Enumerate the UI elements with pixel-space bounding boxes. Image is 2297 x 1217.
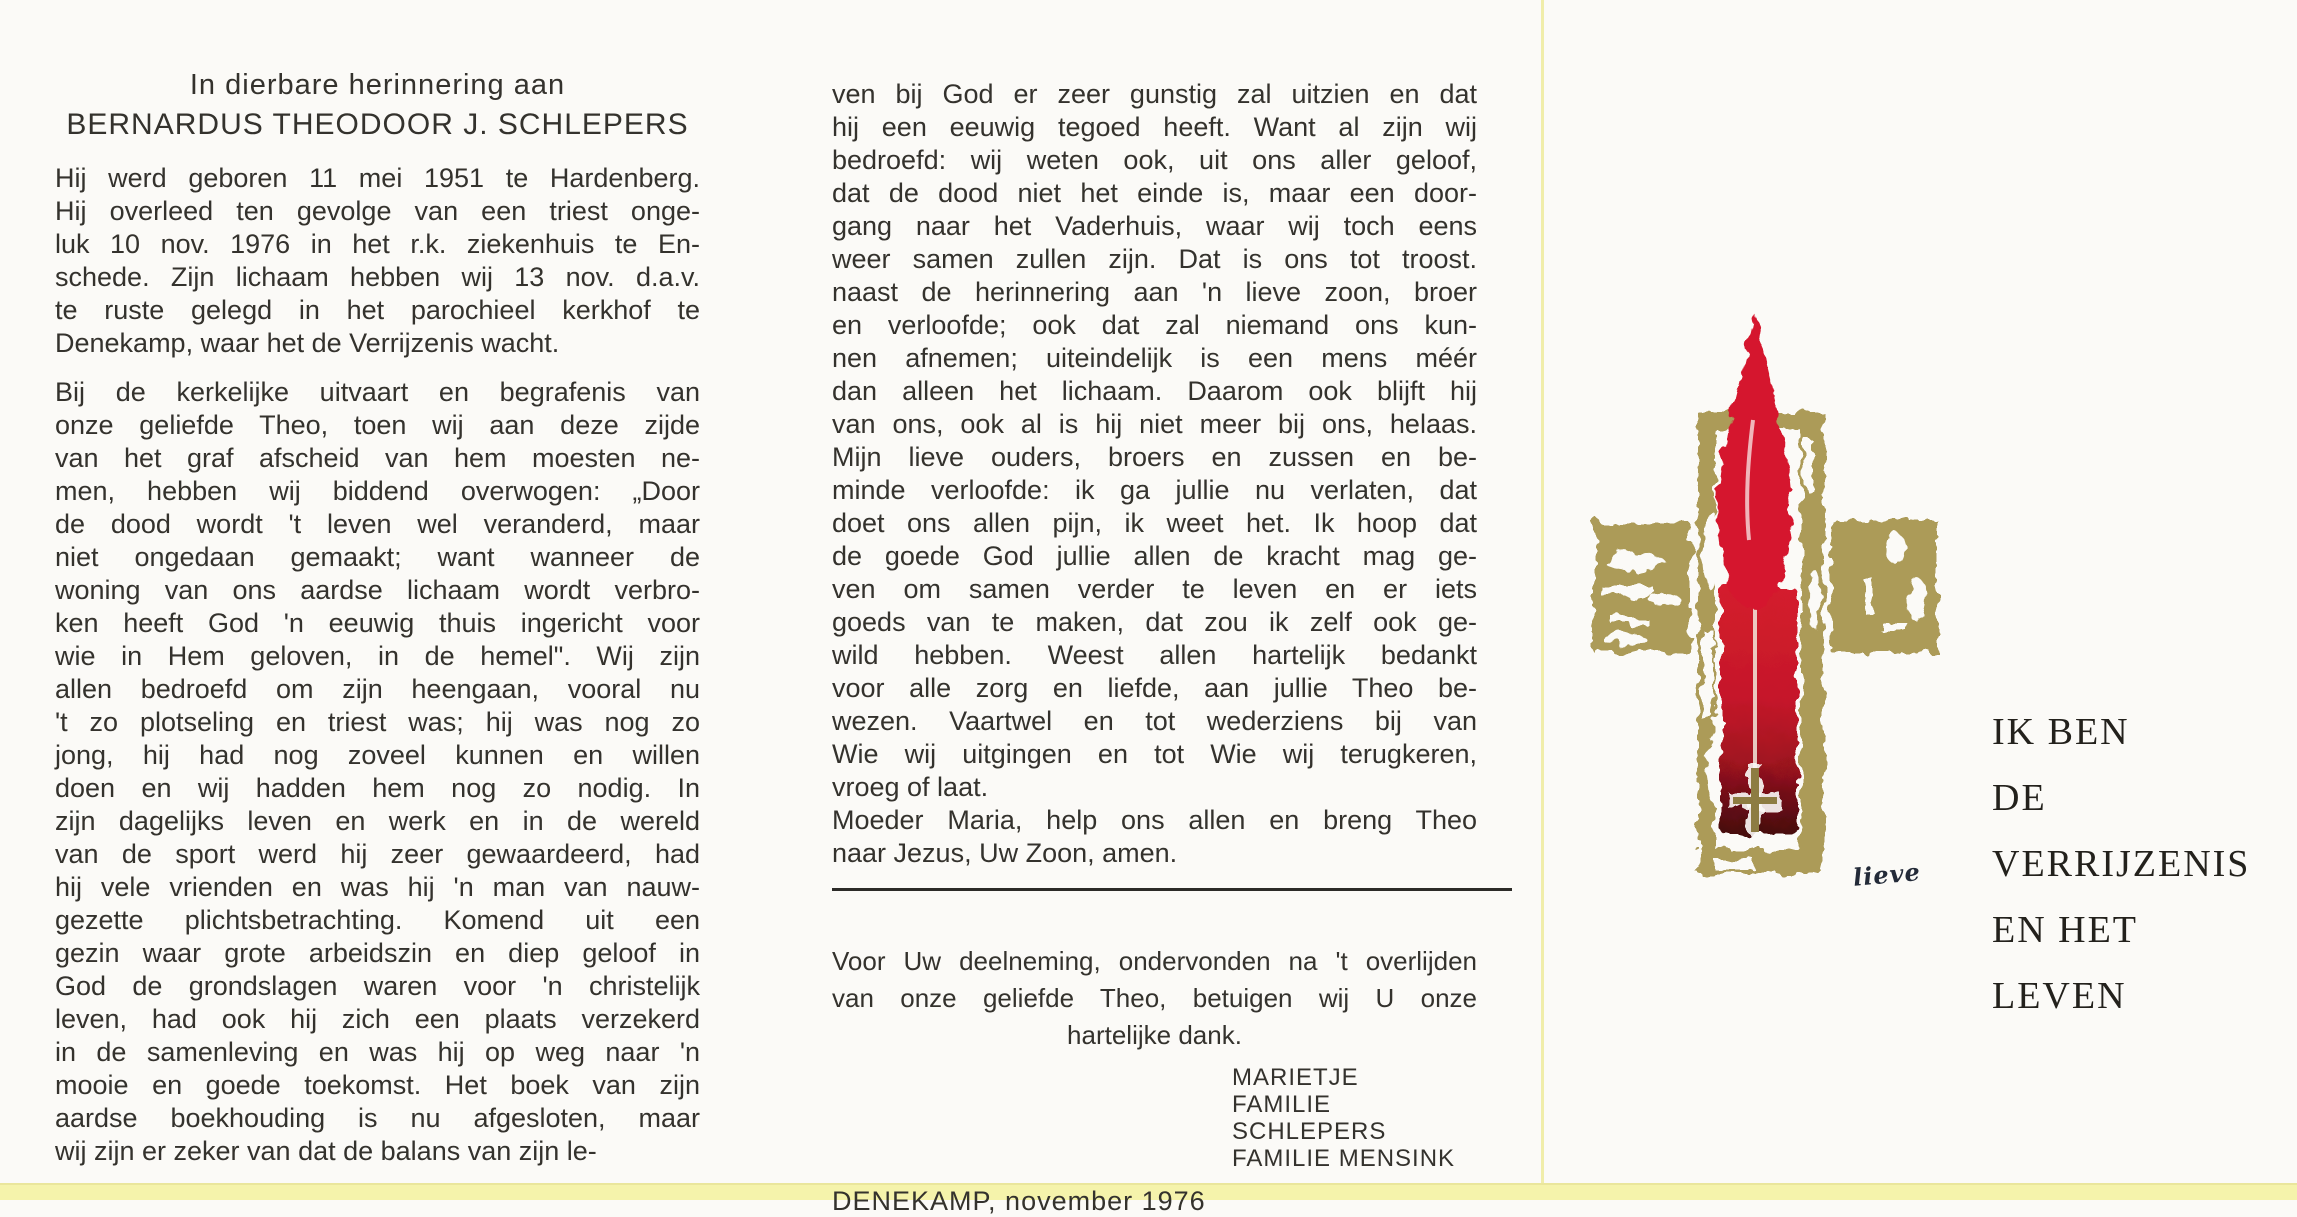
text-line: wij zijn er zeker van dat de balans van zijn le- bbox=[55, 1136, 597, 1166]
flame-shape bbox=[1717, 314, 1791, 606]
text-line: mooie en goede toekomst. Het boek van zijn bbox=[55, 1070, 700, 1100]
text-line: FAMILIE MENSINK bbox=[1232, 1145, 1456, 1172]
text-line: van onze geliefde Theo, betuigen wij U onze bbox=[832, 983, 1477, 1013]
candle-cross-svg bbox=[1565, 300, 1960, 900]
text-line: gezette plichtsbetrachting. Komend uit een bbox=[55, 905, 700, 935]
text-line: EN HET bbox=[1992, 909, 2139, 951]
text-line: God de grondslagen waren voor 'n christelijk bbox=[55, 971, 700, 1001]
text-line: weer samen zullen zijn. Dat is ons tot troost. bbox=[832, 244, 1477, 274]
text-line: Denekamp, waar het de Verrijzenis wacht. bbox=[55, 328, 560, 358]
text-line: van de sport werd hij zeer gewaardeerd, had bbox=[55, 839, 700, 869]
text-line: wie in Hem geloven, in de hemel". Wij zijn bbox=[55, 641, 700, 671]
prayer-paragraph bbox=[832, 804, 1477, 870]
text-line: dat de dood niet het einde is, maar een door- bbox=[832, 178, 1477, 208]
text-line: MARIETJE bbox=[1232, 1064, 1359, 1091]
deceased-name: BERNARDUS THEODOOR J. SCHLEPERS bbox=[66, 108, 689, 141]
card-fold-line bbox=[1541, 0, 1544, 1200]
text-line: luk 10 nov. 1976 in het r.k. ziekenhuis te En- bbox=[55, 229, 700, 259]
text-line: aardse boekhouding is nu afgesloten, maar bbox=[55, 1103, 700, 1133]
memorial-heading: In dierbare herinnering aan bbox=[189, 69, 566, 101]
text-line: ven om samen verder te leven en er iets bbox=[832, 574, 1477, 604]
candle-cross-illustration bbox=[1565, 300, 1960, 900]
text-line: FAMILIE SCHLEPERS bbox=[1232, 1091, 1387, 1145]
left-text-column bbox=[55, 66, 700, 1168]
text-line: leven, had ook hij zich een plaats verzekerd bbox=[55, 1004, 700, 1034]
text-line: DE bbox=[1992, 777, 2047, 819]
artist-signature: lieve bbox=[1851, 857, 1922, 892]
text-line: allen bedroefd om zijn heengaan, vooral nu bbox=[55, 674, 700, 704]
divider-rule bbox=[832, 888, 1512, 891]
text-line: van het graf afscheid van hem moesten ne- bbox=[55, 443, 700, 473]
text-line: woning van ons aardse lichaam wordt verbro- bbox=[55, 575, 700, 605]
text-line: IK BEN bbox=[1992, 711, 2130, 753]
text-line: Hij overleed ten gevolge van een triest onge- bbox=[55, 196, 700, 226]
verse-text bbox=[1992, 710, 2292, 1040]
text-line: Bij de kerkelijke uitvaart en begrafenis van bbox=[55, 377, 700, 407]
text-line: vroeg of laat. bbox=[832, 772, 989, 802]
text-line: jong, hij had nog zoveel kunnen en willen bbox=[55, 740, 700, 770]
text-line: en verloofde; ook dat zal niemand ons kun- bbox=[832, 310, 1477, 340]
text-line: Hij werd geboren 11 mei 1951 te Hardenberg. bbox=[55, 163, 700, 193]
text-line: VERRIJZENIS bbox=[1992, 843, 2251, 885]
signatories-list bbox=[1232, 1064, 1477, 1172]
text-line: in de samenleving en was hij op weg naar 'n bbox=[55, 1037, 700, 1067]
text-line: Mijn lieve ouders, broers en zussen en be- bbox=[832, 442, 1477, 472]
text-line: gang naar het Vaderhuis, waar wij toch eens bbox=[832, 211, 1477, 241]
text-line: Moeder Maria, help ons allen en breng Theo bbox=[832, 805, 1477, 835]
acknowledgement-text bbox=[832, 943, 1477, 1054]
dateline: DENEKAMP, november 1976 bbox=[832, 1186, 1206, 1216]
text-line: schede. Zijn lichaam hebben wij 13 nov. d.a.v. bbox=[55, 262, 700, 292]
text-line: men, hebben wij biddend overwogen: „Door bbox=[55, 476, 700, 506]
text-line: dan alleen het lichaam. Daarom ook blijft hij bbox=[832, 376, 1477, 406]
text-line: wezen. Vaartwel en tot wederziens bij van bbox=[832, 706, 1477, 736]
text-line: te ruste gelegd in het parochieel kerkhof te bbox=[55, 295, 700, 325]
text-line: de goede God jullie allen de kracht mag ge- bbox=[832, 541, 1477, 571]
text-line: Wie wij uitgingen en tot Wie wij terugkeren, bbox=[832, 739, 1477, 769]
text-line: minde verloofde: ik ga jullie nu verlaten, dat bbox=[832, 475, 1477, 505]
text-line: gezin waar grote arbeidszin en diep geloof in bbox=[55, 938, 700, 968]
text-line: ken heeft God 'n eeuwig thuis ingericht voor bbox=[55, 608, 700, 638]
biography-paragraph bbox=[55, 162, 700, 360]
middle-text-column bbox=[832, 78, 1477, 1217]
text-line: bedroefd: wij weten ook, uit ons aller geloof, bbox=[832, 145, 1477, 175]
text-line: hij een eeuwig tegoed heeft. Want al zijn wij bbox=[832, 112, 1477, 142]
text-line: LEVEN bbox=[1992, 975, 2127, 1017]
eulogy-continued-paragraph bbox=[832, 78, 1477, 804]
text-line: 't zo plotseling en triest was; hij was nog zo bbox=[55, 707, 700, 737]
text-line: goeds van te maken, dat zou ik zelf ook ge- bbox=[832, 607, 1477, 637]
text-line: naast de herinnering aan 'n lieve zoon, broer bbox=[832, 277, 1477, 307]
text-line: nen afnemen; uiteindelijk is een mens méér bbox=[832, 343, 1477, 373]
text-line: doen en wij hadden hem nog zo nodig. In bbox=[55, 773, 700, 803]
text-line: hij vele vrienden en was hij 'n man van nauw- bbox=[55, 872, 700, 902]
text-line: hartelijke dank. bbox=[1067, 1020, 1242, 1050]
text-line: van ons, ook al is hij niet meer bij ons, helaas. bbox=[832, 409, 1477, 439]
text-line: naar Jezus, Uw Zoon, amen. bbox=[832, 838, 1178, 868]
text-line: zijn dagelijks leven en werk en in de wereld bbox=[55, 806, 700, 836]
text-line: onze geliefde Theo, toen wij aan deze zijde bbox=[55, 410, 700, 440]
text-line: ven bij God er zeer gunstig zal uitzien en dat bbox=[832, 79, 1477, 109]
text-line: wild hebben. Weest allen hartelijk bedankt bbox=[832, 640, 1477, 670]
eulogy-paragraph bbox=[55, 376, 700, 1168]
text-line: niet ongedaan gemaakt; want wanneer de bbox=[55, 542, 700, 572]
text-line: Voor Uw deelneming, ondervonden na 't overlijden bbox=[832, 946, 1477, 976]
text-line: voor alle zorg en liefde, aan jullie Theo be- bbox=[832, 673, 1477, 703]
text-line: de dood wordt 't leven wel veranderd, maar bbox=[55, 509, 700, 539]
text-line: doet ons allen pijn, ik weet het. Ik hoop dat bbox=[832, 508, 1477, 538]
